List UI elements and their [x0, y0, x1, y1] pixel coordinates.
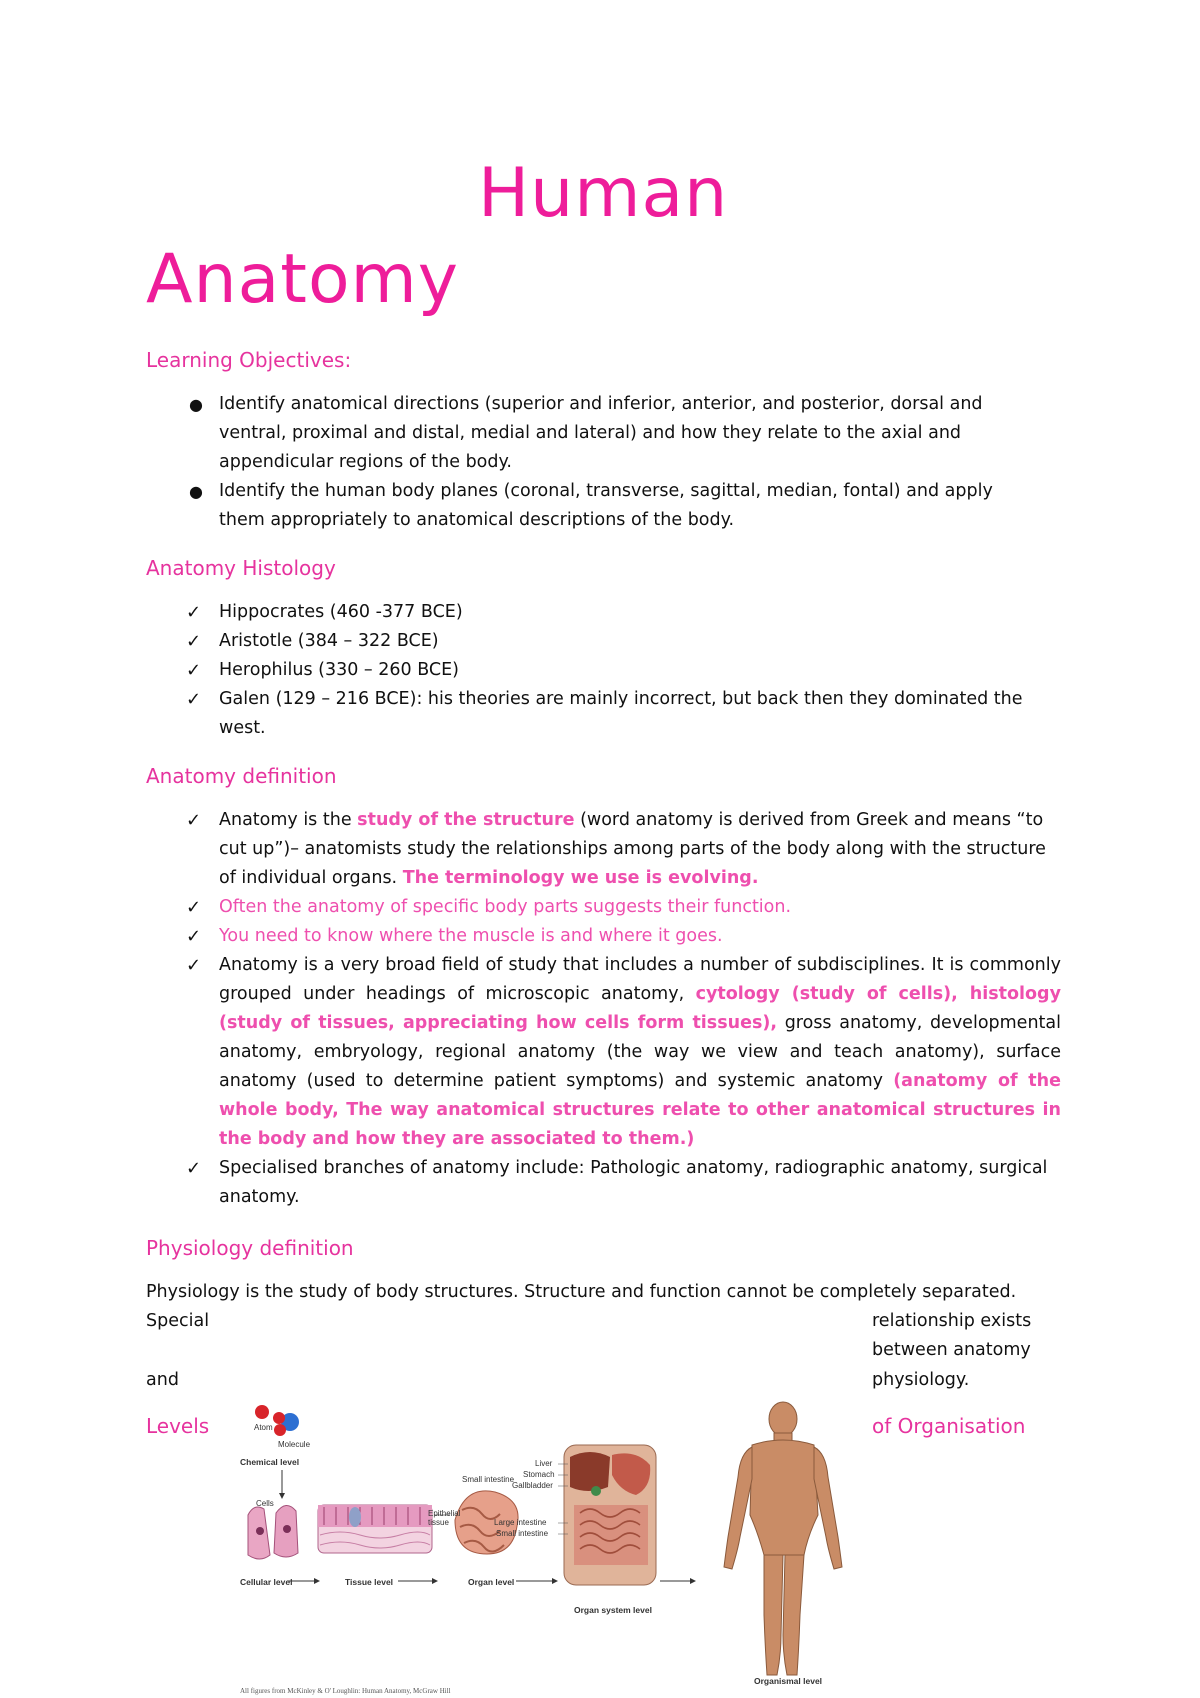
list-item: ✓ Aristotle (384 – 322 BCE) — [146, 627, 1061, 656]
checkmark-icon: ✓ — [186, 955, 202, 976]
figure-label-organismal-level: Organismal level — [754, 1676, 823, 1686]
figure-label-chemical-level: Chemical level — [240, 1457, 300, 1467]
objectives-heading: Learning Objectives: — [146, 348, 352, 372]
levels-figure — [240, 1395, 860, 1698]
figure-label-large-intestine: Large intestine — [494, 1518, 547, 1527]
physiology-heading: Physiology definition — [146, 1236, 354, 1260]
checkmark-icon: ✓ — [186, 602, 202, 623]
figure-label-atom: Atom — [254, 1423, 273, 1432]
list-item: ● Identify anatomical directions (superior and inferior, anterior, and posterior, dorsal and ventral, proximal and distal, medial and lateral) and how they relate to the axial and appendicular regions of the body. — [146, 390, 1026, 477]
levels-heading-left: Levels — [146, 1414, 210, 1438]
figure-credit: All figures from McKinley & O' Loughlin: Human Anatomy, McGraw Hill — [240, 1687, 451, 1695]
figure-label-gallbladder: Gallbladder — [512, 1481, 553, 1490]
figure-label-epithelial: Epithelial tissue — [428, 1509, 461, 1527]
figure-label-liver: Liver — [535, 1459, 553, 1468]
physiology-sentence: Physiology is the study of body structures. Structure and function cannot be completely separated. — [146, 1282, 1017, 1302]
figure-label-molecule: Molecule — [278, 1440, 311, 1449]
objectives-list — [146, 390, 1026, 535]
list-item: ✓ Herophilus (330 – 260 BCE) — [146, 656, 1061, 685]
molecule-icon — [273, 1412, 299, 1436]
figure-label-cellular-level: Cellular level — [240, 1577, 293, 1587]
checkmark-icon: ✓ — [186, 897, 202, 918]
figure-label-cells: Cells — [256, 1499, 274, 1508]
figure-label-stomach: Stomach — [523, 1470, 555, 1479]
figure-label-tissue-level: Tissue level — [345, 1577, 394, 1587]
levels-figure-art — [240, 1395, 860, 1698]
physiology-special: Special — [146, 1311, 210, 1331]
physiology-and: and — [146, 1370, 179, 1390]
title-line-2: Anatomy — [146, 240, 460, 319]
list-item: ✓ Anatomy is the study of the structure (word anatomy is derived from Greek and means “to cut up”)– anatomists study the relationships among parts of the body along with the structure of individual organs. The terminology we use is evolving. — [146, 806, 1061, 893]
history-heading: Anatomy Histology — [146, 556, 336, 580]
definition-list — [146, 806, 1061, 1212]
figure-label-organ-system-level: Organ system level — [574, 1605, 652, 1615]
list-item: ● Identify the human body planes (coronal, transverse, sagittal, median, fontal) and apply them appropriately to anatomical descriptions of the body. — [146, 477, 1026, 535]
bullet-icon: ● — [189, 395, 203, 414]
history-list — [146, 598, 1061, 743]
checkmark-icon: ✓ — [186, 1158, 202, 1179]
list-item: ✓ Anatomy is a very broad field of study that includes a number of subdisciplines. It is commonly grouped under headings of microscopic anatomy, cytology (study of cells), histology (study of tissues, appreciating how cells form tissues), gross anatomy, developmental anatomy, embryology, regional anatomy (the way we view and teach anatomy), surface anatomy (used to determine patient symptoms) and systemic anatomy (anatomy of the whole body, The way anatomical structures relate to other anatomical structures in the body and how they are associated to them.) — [146, 951, 1061, 1154]
physiology-physio: physiology. — [872, 1370, 970, 1390]
figure-label-small-intestine-top: Small intestine — [462, 1475, 515, 1484]
list-item: ✓ Galen (129 – 216 BCE): his theories are mainly incorrect, but back then they dominated the west. — [146, 685, 1061, 743]
atom-icon — [255, 1405, 269, 1419]
list-item: ✓ You need to know where the muscle is and where it goes. — [146, 922, 1061, 951]
list-item: ✓ Hippocrates (460 -377 BCE) — [146, 598, 1061, 627]
tissue-icon — [318, 1505, 432, 1553]
figure-label-small-intestine: Small intestine — [496, 1529, 549, 1538]
physiology-between: between anatomy — [872, 1340, 1031, 1360]
list-item: ✓ Specialised branches of anatomy include: Pathologic anatomy, radiographic anatomy, surgical anatomy. — [146, 1154, 1061, 1212]
checkmark-icon: ✓ — [186, 926, 202, 947]
levels-heading-right: of Organisation — [872, 1414, 1026, 1438]
checkmark-icon: ✓ — [186, 660, 202, 681]
checkmark-icon: ✓ — [186, 631, 202, 652]
human-body-icon — [724, 1402, 842, 1675]
physiology-relationship: relationship exists — [872, 1311, 1032, 1331]
list-item: ✓ Often the anatomy of specific body parts suggests their function. — [146, 893, 1061, 922]
cells-icon — [248, 1505, 298, 1559]
bullet-icon: ● — [189, 482, 203, 501]
title-line-1: Human — [478, 154, 729, 233]
figure-label-organ-level: Organ level — [468, 1577, 515, 1587]
organ-system-icon — [564, 1445, 656, 1585]
definition-heading: Anatomy definition — [146, 764, 337, 788]
checkmark-icon: ✓ — [186, 689, 202, 710]
checkmark-icon: ✓ — [186, 810, 202, 831]
